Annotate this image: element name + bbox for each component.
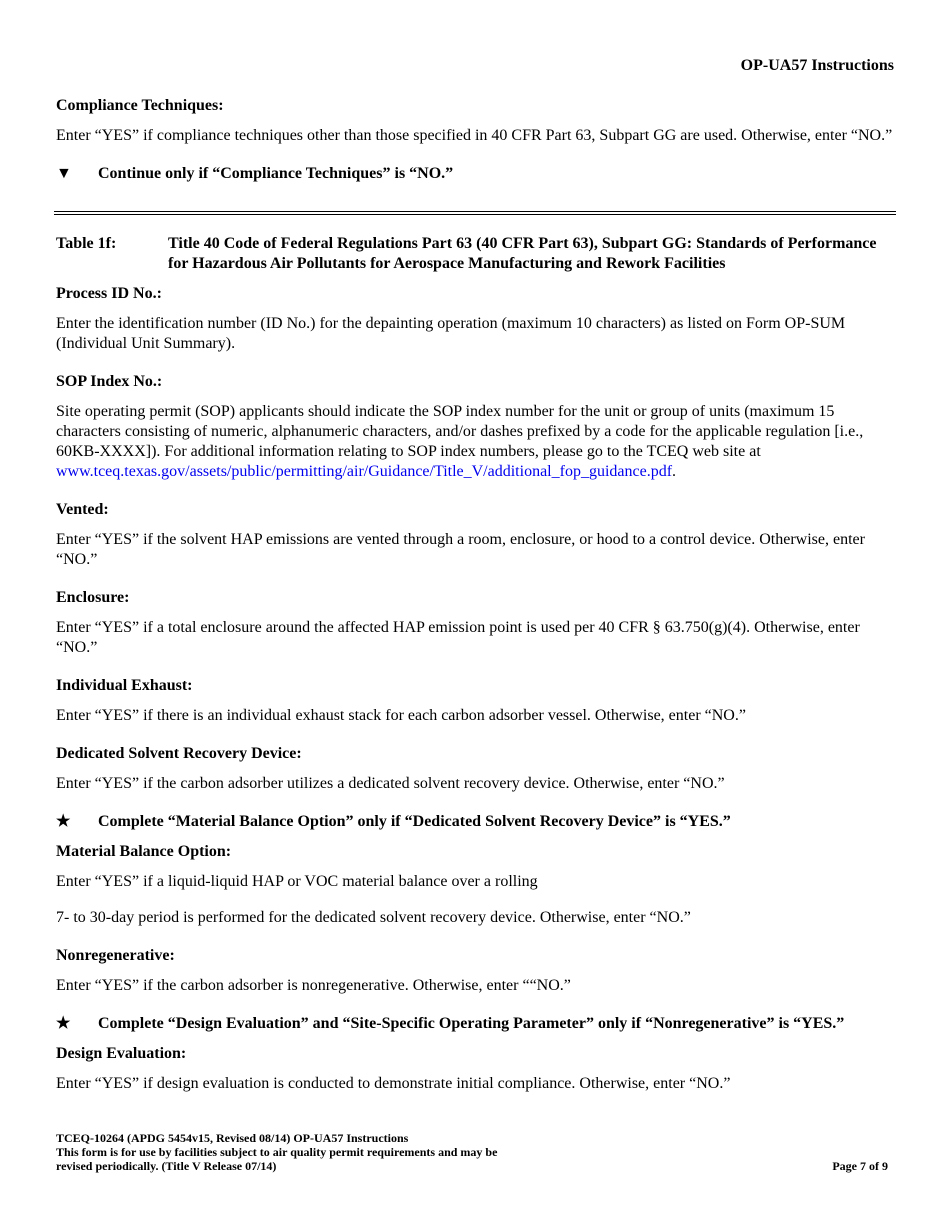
material-balance-note-text: Complete “Material Balance Option” only if “Dedicated Solvent Recovery Device” is “YES.” — [98, 813, 731, 830]
enclosure-heading: Enclosure: — [56, 589, 130, 606]
vented-heading: Vented: — [56, 501, 109, 518]
material-balance-heading: Material Balance Option: — [56, 843, 232, 860]
page-footer — [56, 1131, 888, 1173]
down-triangle-icon: ▼ — [56, 165, 72, 182]
nonregenerative-heading: Nonregenerative: — [56, 947, 175, 964]
process-id-heading: Process ID No.: — [56, 285, 162, 302]
design-evaluation-text: Enter “YES” if design evaluation is conducted to demonstrate initial compliance. Otherwise, enter “NO.” — [56, 1075, 731, 1092]
sop-heading: SOP Index No.: — [56, 373, 163, 390]
table-content — [56, 234, 896, 1112]
footer-form-id: TCEQ-10264 (APDG 5454v15, Revised 08/14) OP-UA57 Instructions — [56, 1131, 409, 1145]
design-evaluation-note-text: Complete “Design Evaluation” and “Site-Specific Operating Parameter” only if “Nonregenerative” is “YES.” — [98, 1015, 845, 1032]
star-icon: ★ — [56, 1015, 71, 1032]
page-header-title: OP-UA57 Instructions — [740, 57, 894, 74]
vented-text: Enter “YES” if the solvent HAP emissions are vented through a room, enclosure, or hood to a control device. Otherwise, enter “NO.” — [56, 531, 865, 568]
table-label: Table 1f: — [56, 235, 117, 252]
fop-guidance-link[interactable]: www.tceq.texas.gov/assets/public/permitting/air/Guidance/Title_V/additional_fop_guidance.pdf — [56, 463, 673, 480]
individual-exhaust-heading: Individual Exhaust: — [56, 677, 193, 694]
top-content — [56, 96, 896, 194]
compliance-text: Enter “YES” if compliance techniques other than those specified in 40 CFR Part 63, Subpart GG are used. Otherwise, enter “NO.” — [56, 127, 893, 144]
section-divider — [54, 211, 896, 215]
individual-exhaust-text: Enter “YES” if there is an individual exhaust stack for each carbon adsorber vessel. Otherwise, enter “NO.” — [56, 707, 746, 724]
enclosure-text: Enter “YES” if a total enclosure around the affected HAP emission point is used per 40 CFR § 63.750(g)(4). Otherwise, enter “NO.” — [56, 619, 860, 656]
continue-note — [56, 164, 896, 184]
sop-text: Site operating permit (SOP) applicants should indicate the SOP index number for the unit or group of units (maximum 15 characters consisting of numeric, alphanumeric characters, and/or dashes prefixed by a code for the applicable regulation [i.e., 60KB-XXXX]). For additional information relating to SOP index numbers, please go to the TCEQ web site at — [56, 403, 864, 460]
material-balance-text-1: Enter “YES” if a liquid-liquid HAP or VOC material balance over a rolling — [56, 873, 538, 890]
nonregenerative-text: Enter “YES” if the carbon adsorber is nonregenerative. Otherwise, enter ““NO.” — [56, 977, 571, 994]
compliance-heading: Compliance Techniques: — [56, 97, 224, 114]
footer-notice-2: revised periodically. (Title V Release 07/14) — [56, 1159, 277, 1173]
table-title: Title 40 Code of Federal Regulations Part 63 (40 CFR Part 63), Subpart GG: Standards of Performance for Hazardous Air Pollutants for Aerospace Manufacturing and Rework Facilities — [168, 235, 877, 272]
sop-end: . — [672, 463, 677, 480]
sop-paragraph — [56, 402, 896, 482]
design-evaluation-heading: Design Evaluation: — [56, 1045, 187, 1062]
dsrd-heading: Dedicated Solvent Recovery Device: — [56, 745, 302, 762]
continue-note-text: Continue only if “Compliance Techniques” is “NO.” — [98, 165, 454, 182]
footer-notice-1: This form is for use by facilities subject to air quality permit requirements and may be — [56, 1145, 498, 1159]
design-evaluation-note — [56, 1014, 896, 1034]
process-id-text: Enter the identification number (ID No.) for the depainting operation (maximum 10 characters) as listed on Form OP-SUM (Individual Unit Summary). — [56, 315, 846, 352]
dsrd-text: Enter “YES” if the carbon adsorber utilizes a dedicated solvent recovery device. Otherwise, enter “NO.” — [56, 775, 725, 792]
star-icon: ★ — [56, 813, 71, 830]
table-heading — [56, 234, 896, 274]
page-number: Page 7 of 9 — [832, 1159, 888, 1173]
material-balance-text-2: 7- to 30-day period is performed for the dedicated solvent recovery device. Otherwise, enter “NO.” — [56, 909, 691, 926]
material-balance-note — [56, 812, 896, 832]
